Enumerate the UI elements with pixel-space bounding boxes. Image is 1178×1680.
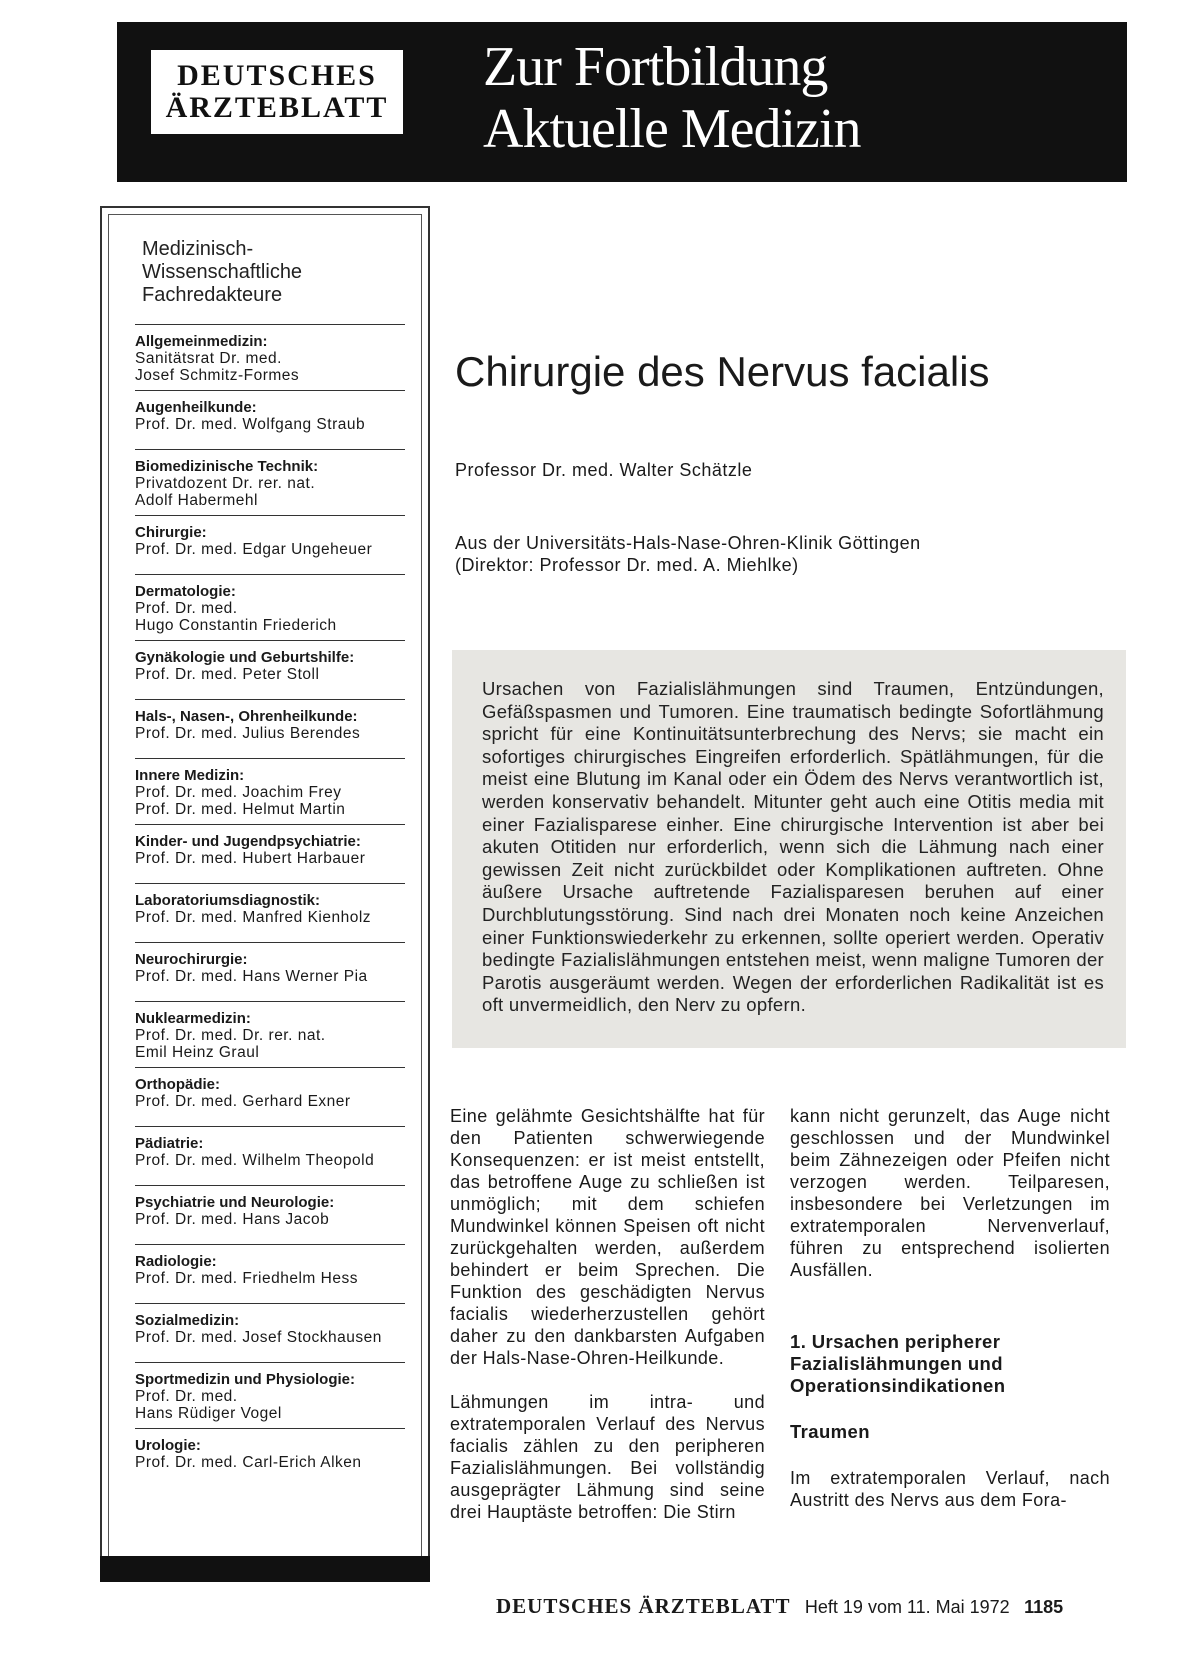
section-title	[483, 36, 860, 160]
editor-name: Prof. Dr. med. Helmut Martin	[135, 801, 346, 818]
article-title: Chirurgie des Nervus facialis	[455, 348, 990, 395]
editor-specialty: Chirurgie:	[135, 524, 207, 541]
editor-entry	[135, 449, 405, 515]
editors-sidebar	[100, 206, 430, 1580]
editor-name: Prof. Dr. med. Joachim Frey	[135, 784, 342, 801]
editors-heading-line: Fachredakteure	[142, 284, 283, 306]
editor-specialty: Neurochirurgie:	[135, 951, 248, 968]
body-paragraph: kann nicht gerunzelt, das Auge nicht geschlossen und der Mundwinkel beim Zähnezeigen oder Pfeifen nicht verzogen werden. Teilparesen, insbesondere bei Verletzungen im extratemporalen Nervenverlauf, führen zu entsprechend isolierten Ausfällen.	[790, 1106, 1110, 1280]
editor-specialty: Dermatologie:	[135, 583, 236, 600]
editor-entry	[135, 1303, 405, 1362]
masthead	[117, 22, 1127, 182]
editor-name: Prof. Dr. med.	[135, 600, 238, 617]
body-paragraph: Im extratemporalen Verlauf, nach Austritt des Nervs aus dem Fora-	[790, 1468, 1110, 1510]
editor-entry	[135, 324, 405, 390]
editor-name: Prof. Dr. med. Dr. rer. nat.	[135, 1027, 326, 1044]
article-author: Professor Dr. med. Walter Schätzle	[455, 460, 753, 480]
editor-entry	[135, 1428, 405, 1487]
editor-entry	[135, 824, 405, 883]
subsection-heading: Traumen	[790, 1421, 870, 1442]
editor-name: Privatdozent Dr. rer. nat.	[135, 475, 316, 492]
editor-entry	[135, 1126, 405, 1185]
editors-heading-line: Medizinisch-	[142, 238, 254, 260]
editor-name: Adolf Habermehl	[135, 492, 258, 509]
page-number: 1185	[1024, 1597, 1064, 1617]
editor-specialty: Sportmedizin und Physiologie:	[135, 1371, 356, 1388]
editor-specialty: Pädiatrie:	[135, 1135, 204, 1152]
editor-specialty: Orthopädie:	[135, 1076, 220, 1093]
editor-name: Hans Rüdiger Vogel	[135, 1405, 282, 1422]
editor-entry	[135, 1185, 405, 1244]
editor-name: Prof. Dr. med. Peter Stoll	[135, 666, 320, 683]
editor-name: Prof. Dr. med. Gerhard Exner	[135, 1093, 351, 1110]
editor-specialty: Allgemeinmedizin:	[135, 333, 268, 350]
section-title-line-2: Aktuelle Medizin	[483, 98, 861, 160]
body-paragraph: Lähmungen im intra- und extratemporalen Verlauf des Nervus facialis zählen zu den peripheren Fazialislähmungen. Bei vollständig ausgeprägter Lähmung sind seine drei Hauptäste betroffen: Die Stirn	[450, 1392, 765, 1522]
editor-name: Prof. Dr. med. Hubert Harbauer	[135, 850, 366, 867]
editor-specialty: Augenheilkunde:	[135, 399, 257, 416]
editor-name: Prof. Dr. med. Wilhelm Theopold	[135, 1152, 375, 1169]
editor-name: Prof. Dr. med. Josef Stockhausen	[135, 1329, 382, 1346]
editor-entry	[135, 640, 405, 699]
editor-entry	[135, 1362, 405, 1428]
editor-name: Prof. Dr. med. Hans Jacob	[135, 1211, 330, 1228]
editor-name: Prof. Dr. med. Manfred Kienholz	[135, 909, 372, 926]
abstract-box	[452, 650, 1126, 1048]
article-affiliation	[455, 532, 921, 576]
logo-line-2: ÄRZTEBLATT	[165, 91, 389, 124]
footer-issue: Heft 19 vom 11. Mai 1972	[804, 1597, 1010, 1617]
body-column-2	[790, 1105, 1110, 1533]
page-footer	[496, 1594, 1063, 1619]
editor-specialty: Urologie:	[135, 1437, 201, 1454]
editor-name: Prof. Dr. med. Hans Werner Pia	[135, 968, 368, 985]
affiliation-line: Aus der Universitäts-Hals-Nase-Ohren-Klinik Göttingen	[455, 533, 921, 553]
editor-list	[135, 324, 405, 1487]
editor-entry	[135, 515, 405, 574]
editor-specialty: Sozialmedizin:	[135, 1312, 240, 1329]
editor-name: Josef Schmitz-Formes	[135, 367, 300, 384]
editor-name: Prof. Dr. med.	[135, 1388, 238, 1405]
editor-specialty: Kinder- und Jugendpsychiatrie:	[135, 833, 361, 850]
editor-name: Hugo Constantin Friederich	[135, 617, 337, 634]
logo-line-1: DEUTSCHES	[177, 59, 377, 92]
editor-specialty: Laboratoriumsdiagnostik:	[135, 892, 321, 909]
body-paragraph: Eine gelähmte Gesichtshälfte hat für den Patienten schwerwiegende Konsequenzen: er ist meist entstellt, das betroffene Auge zu schließen ist unmöglich; mit dem schiefen Mundwinkel können Speisen oft nicht zurückgehalten werden, außerdem behindert er beim Sprechen. Die Funktion des geschädigten Nervus facialis wiederherzustellen gehört daher zu den dankbarsten Aufgaben der Hals-Nase-Ohren-Heilkunde.	[450, 1106, 765, 1368]
editor-entry	[135, 1244, 405, 1303]
editor-entry	[135, 883, 405, 942]
editor-entry	[135, 1001, 405, 1067]
editor-specialty: Radiologie:	[135, 1253, 217, 1270]
abstract-text: Ursachen von Fazialislähmungen sind Traumen, Entzündungen, Gefäßspasmen und Tumoren. Eine traumatisch bedingte Sofortlähmung spricht für eine Kontinuitätsunterbrechung des Nervs; sie macht ein sofortiges chirurgisches Eingreifen erforderlich. Spätlähmungen, für die meist eine Blutung im Kanal oder ein Ödem des Nervs verantwortlich ist, werden konservativ behandelt. Mitunter geht auch eine Otitis media mit einer Fazialisparese einher. Eine chirurgische Intervention ist aber bei akuten Otitiden nur erforderlich, wenn sich die Lähmung nach einer gewissen Zeit nicht zurückbildet oder Komplikationen auftreten. Ohne äußere Ursache auftretende Fazialisparesen beruhen auf einer Durchblutungsstörung. Sind nach drei Monaten noch keine Anzeichen einer Funktionswiederkehr zu erkennen, sollte operiert werden. Operativ bedingte Fazialislähmungen entstehen meist, wenn maligne Tumoren der Parotis ausgeräumt werden. Wegen der erforderlichen Radikalität ist es oft unvermeidlich, den Nerv zu opfern.	[482, 678, 1104, 1016]
editor-name: Sanitätsrat Dr. med.	[135, 350, 282, 367]
editor-entry	[135, 390, 405, 449]
editor-entry	[135, 942, 405, 1001]
footer-journal: DEUTSCHES ÄRZTEBLATT	[496, 1594, 791, 1618]
section-title-line-1: Zur Fortbildung	[483, 36, 828, 98]
section-heading: 1. Ursachen peripherer Fazialislähmungen und Operationsindikationen	[790, 1331, 1006, 1396]
editor-name: Emil Heinz Graul	[135, 1044, 260, 1061]
editor-name: Prof. Dr. med. Wolfgang Straub	[135, 416, 366, 433]
journal-logo	[151, 50, 403, 134]
editor-entry	[135, 758, 405, 824]
editor-specialty: Nuklearmedizin:	[135, 1010, 251, 1027]
editor-specialty: Hals-, Nasen-, Ohrenheilkunde:	[135, 708, 358, 725]
editor-specialty: Innere Medizin:	[135, 767, 245, 784]
sidebar-footer-bar	[100, 1556, 430, 1582]
editor-specialty: Biomedizinische Technik:	[135, 458, 319, 475]
editor-specialty: Psychiatrie und Neurologie:	[135, 1194, 335, 1211]
editor-name: Prof. Dr. med. Edgar Ungeheuer	[135, 541, 373, 558]
editor-entry	[135, 699, 405, 758]
editor-name: Prof. Dr. med. Julius Berendes	[135, 725, 361, 742]
editors-heading-line: Wissenschaftliche	[142, 261, 303, 283]
affiliation-line: (Direktor: Professor Dr. med. A. Miehlke)	[455, 555, 799, 575]
editor-entry	[135, 574, 405, 640]
body-column-1	[450, 1105, 765, 1545]
editor-name: Prof. Dr. med. Carl-Erich Alken	[135, 1454, 362, 1471]
editor-entry	[135, 1067, 405, 1126]
editors-heading	[142, 238, 402, 307]
editor-name: Prof. Dr. med. Friedhelm Hess	[135, 1270, 358, 1287]
editor-specialty: Gynäkologie und Geburtshilfe:	[135, 649, 355, 666]
